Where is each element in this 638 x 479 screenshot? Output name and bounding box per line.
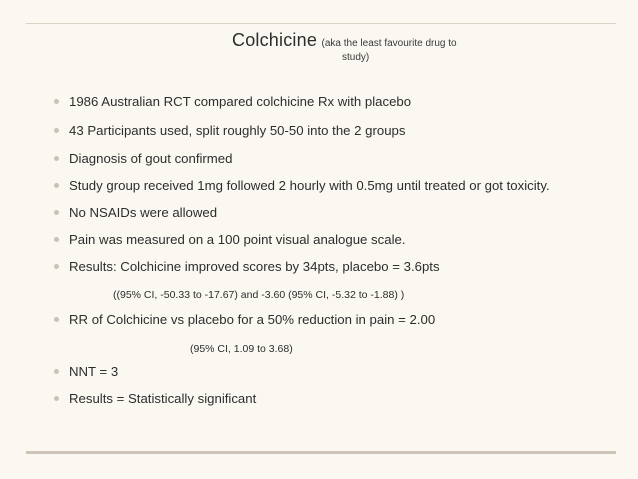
bullet-dot-icon <box>54 396 59 401</box>
top-divider <box>26 23 616 24</box>
slide-title-block <box>232 30 552 63</box>
bullet-item: Diagnosis of gout confirmed <box>54 151 232 166</box>
slide-title: Colchicine <box>232 30 318 50</box>
bullet-dot-icon <box>54 369 59 374</box>
bullet-dot-icon <box>54 210 59 215</box>
bottom-divider <box>26 451 616 454</box>
bullet-item: Results: Colchicine improved scores by 34pts, placebo = 3.6pts <box>54 259 440 274</box>
bullet-item: Study group received 1mg followed 2 hourly with 0.5mg until treated or got toxicity. <box>54 178 550 193</box>
bullet-dot-icon <box>54 99 59 104</box>
title-annotation: (aka the least favourite drug to <box>321 38 457 49</box>
results-ci-note: ((95% CI, -50.33 to -17.67) and -3.60 (95% CI, -5.32 to -1.88) ) <box>113 289 405 301</box>
bullet-item: 43 Participants used, split roughly 50-50 into the 2 groups <box>54 123 406 138</box>
bullet-item: Results = Statistically significant <box>54 391 256 406</box>
bullet-dot-icon <box>54 317 59 322</box>
bullet-item: RR of Colchicine vs placebo for a 50% reduction in pain = 2.00 <box>54 312 435 327</box>
title-annotation-cont: study) <box>342 52 370 63</box>
bullet-dot-icon <box>54 128 59 133</box>
bullet-item: 1986 Australian RCT compared colchicine Rx with placebo <box>54 94 411 109</box>
bullet-item: NNT = 3 <box>54 364 118 379</box>
bullet-dot-icon <box>54 264 59 269</box>
bullet-dot-icon <box>54 183 59 188</box>
bullet-item: No NSAIDs were allowed <box>54 205 217 220</box>
bullet-dot-icon <box>54 237 59 242</box>
bullet-dot-icon <box>54 156 59 161</box>
bullet-item: Pain was measured on a 100 point visual analogue scale. <box>54 232 406 247</box>
rr-ci-note: (95% CI, 1.09 to 3.68) <box>190 343 293 355</box>
